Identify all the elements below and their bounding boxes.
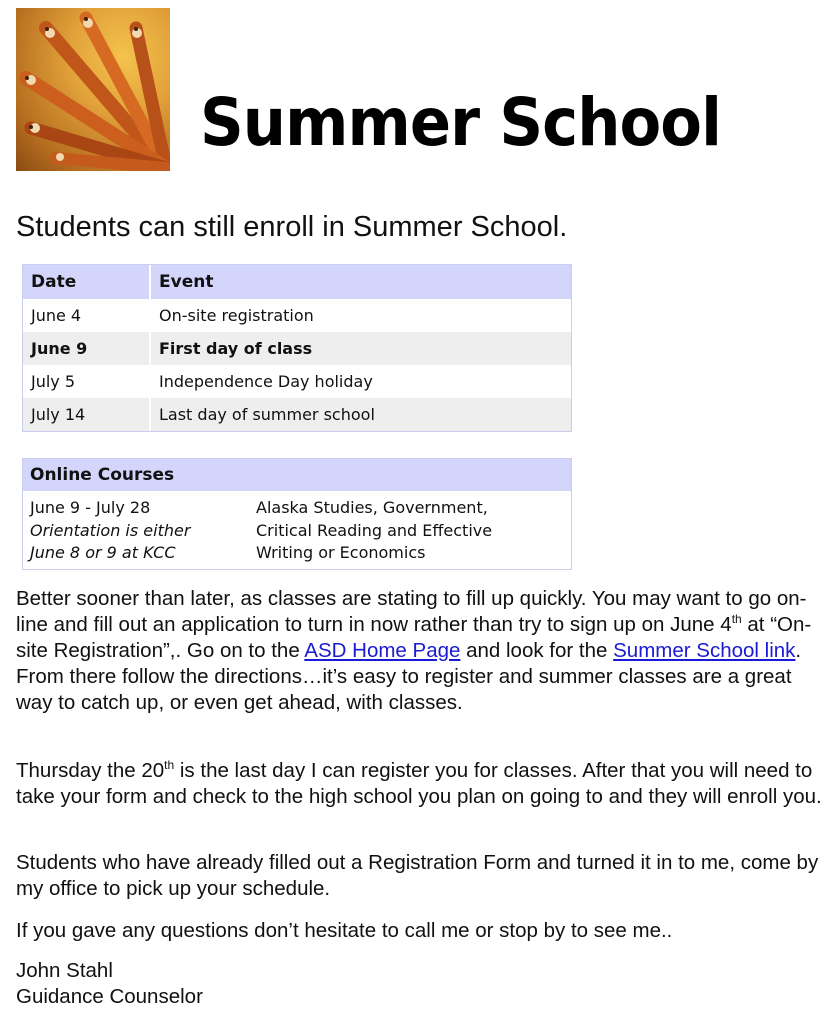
paragraph-text: . From there follow the directions…it’s easy to register and summer classes are a great way to catch up, or even get ahead, with classes. bbox=[16, 639, 802, 714]
table-row bbox=[23, 365, 571, 398]
paragraph-schedule: Students who have already filled out a Registration Form and turned it in to me, come by my office to pick up your schedule. bbox=[16, 851, 819, 900]
online-courses-dates: June 9 - July 28 bbox=[30, 498, 151, 517]
table-header-row bbox=[23, 265, 571, 299]
column-header-date: Date bbox=[23, 265, 150, 299]
paragraph-text: is the last day I can register you for classes. After that you will need to take your form and check to the high school you plan on going to and they will enroll you. bbox=[16, 759, 822, 808]
pencils-icon bbox=[16, 8, 170, 171]
row-date: July 14 bbox=[23, 398, 150, 431]
table-row bbox=[23, 299, 571, 332]
paragraph-text: and look for the bbox=[460, 639, 614, 662]
paragraph-text: at “On-site Registration”,. Go on to the bbox=[16, 613, 812, 662]
course-line: Writing or Economics bbox=[256, 543, 426, 562]
orientation-line: June 8 or 9 at KCC bbox=[30, 543, 176, 562]
pencils-image bbox=[16, 8, 170, 171]
signature bbox=[16, 958, 831, 1010]
events-table bbox=[22, 264, 572, 432]
online-courses-box bbox=[22, 458, 572, 570]
row-date: July 5 bbox=[31, 372, 76, 391]
orientation-line: Orientation is either bbox=[30, 520, 191, 540]
row-date: June 9 bbox=[23, 332, 150, 365]
row-date: June 4 bbox=[31, 306, 82, 325]
paragraph-deadline bbox=[16, 758, 831, 810]
column-header-event: Event bbox=[150, 265, 571, 299]
paragraph-text: Better sooner than later, as classes are stating to fill up quickly. You may want to go on-line and fill out an application to turn in now rather than try to sign up on June 4 bbox=[16, 587, 807, 636]
superscript: th bbox=[731, 612, 742, 627]
row-event: Last day of summer school bbox=[150, 398, 571, 431]
asd-home-page-link[interactable]: ASD Home Page bbox=[304, 639, 461, 662]
online-courses-schedule bbox=[30, 497, 190, 565]
course-line: Critical Reading and Effective bbox=[256, 520, 493, 540]
paragraph-text: Thursday the 20 bbox=[16, 759, 165, 782]
row-event: Independence Day holiday bbox=[150, 365, 571, 398]
row-event: First day of class bbox=[150, 332, 571, 365]
summer-school-link[interactable]: Summer School link bbox=[613, 639, 796, 662]
paragraph-questions: If you gave any questions don’t hesitate to call me or stop by to see me.. bbox=[16, 919, 673, 942]
row-event: On-site registration bbox=[150, 299, 571, 332]
headline: Students can still enroll in Summer School. bbox=[16, 211, 568, 243]
signature-role: Guidance Counselor bbox=[16, 985, 203, 1008]
course-line: Alaska Studies, Government, bbox=[256, 498, 488, 517]
paragraph-enroll bbox=[16, 586, 831, 716]
table-row bbox=[23, 398, 571, 431]
online-courses-list bbox=[256, 497, 492, 565]
page-title: Summer School bbox=[200, 84, 722, 161]
signature-name: John Stahl bbox=[16, 959, 113, 982]
online-courses-header: Online Courses bbox=[23, 459, 571, 491]
superscript: th bbox=[164, 758, 175, 773]
table-row bbox=[23, 332, 571, 365]
